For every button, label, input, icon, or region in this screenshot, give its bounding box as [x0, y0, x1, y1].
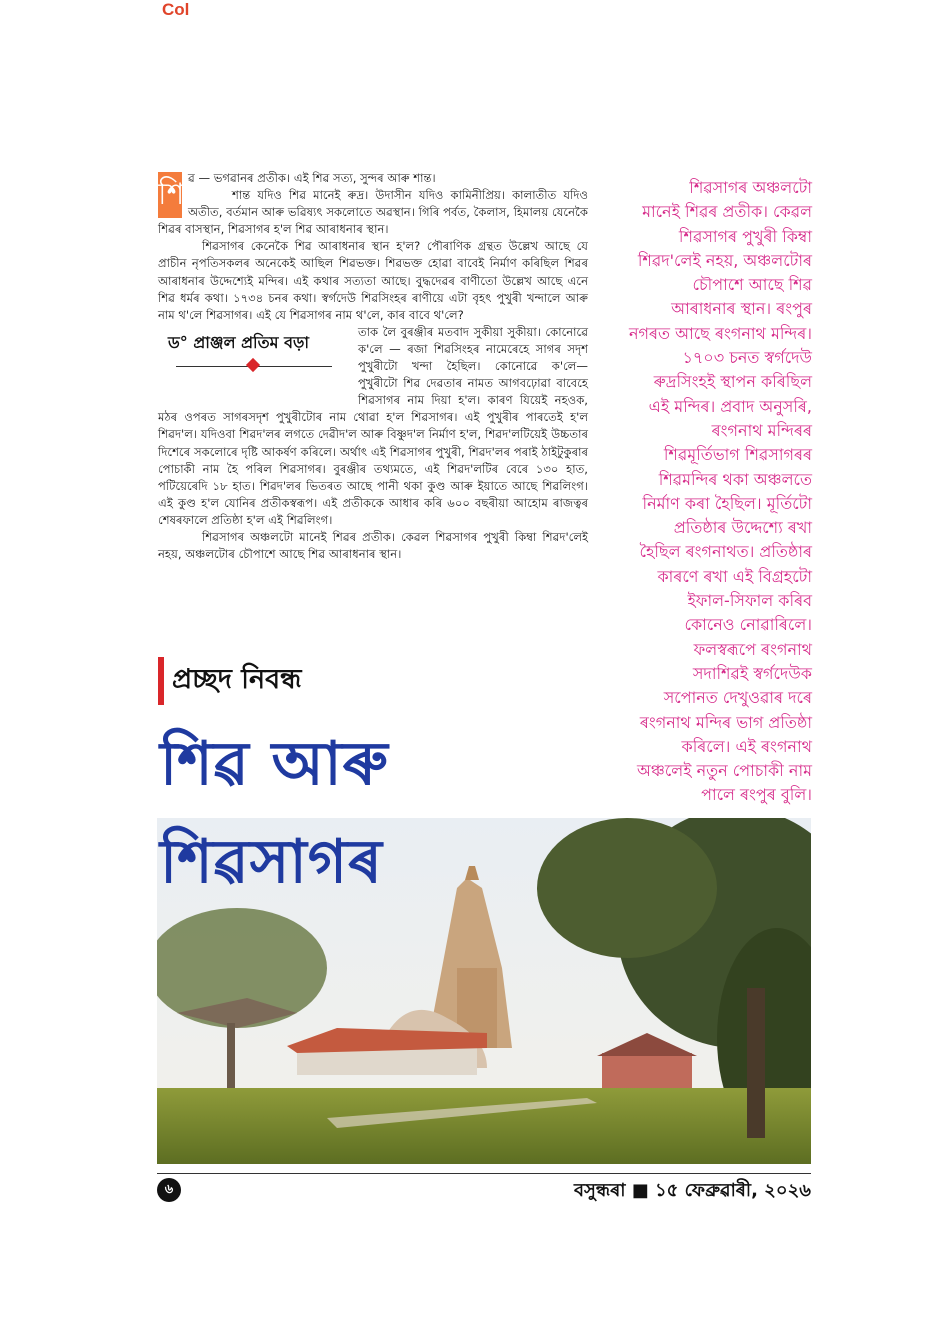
pull-quote-line: ফলস্বৰূপে ৰংগনাথ [693, 639, 812, 659]
pull-quote-line: শিৱমূৰ্তিভাগ শিৱসাগৰৰ [663, 445, 812, 465]
pull-quote-line: সদাশিৱই স্বৰ্গদেউক [692, 663, 812, 683]
pull-quote-line: শিৱসাগৰ পুখুৰী কিম্বা [678, 226, 812, 246]
pull-quote-line: কোনেও নোৱাৰিলে। [684, 615, 812, 635]
paragraph-4: শিৱসাগৰ অঞ্চলটো মানেই শিৱৰ প্ৰতীক। কেৱল শিৱসাগৰ পুখুৰী কিম্বা শিৱদ'লেই নহয়, অঞ্চলটোৰ চৌপাশে আছে শিৱ আৰাধনাৰ স্থান। [158, 529, 588, 562]
pull-quote-line: পালে ৰংপুৰ বুলি। [701, 785, 812, 805]
pull-quote-line: সপোনত দেখুওৱাৰ দৰে [663, 688, 812, 708]
author-byline [158, 328, 346, 402]
section-label: প্ৰচ্ছদ নিবন্ধ [172, 663, 302, 695]
pull-quote-line: নগৰত আছে ৰংগনাথ মন্দিৰ। [628, 323, 812, 343]
paragraph-3b-text: তাক লৈ বুৰঞ্জীৰ মতবাদ সুকীয়া সুকীয়া। কোনোৱে ক'লে — ৰজা শিৱসিংহৰ নামেৰেহে সাগৰ সদৃশ পুখুৰীটো খন্দা হৈছিল। কোনোৱে ক'লে— পুখুৰীটো শিৱ দেৱতাৰ নামত আগবঢ়োৱা বাবেহে শিৱসাগৰ নাম দিয়া হ'ল। কাৰণ যিয়েই নহওক, মঠৰ ওপৰত সাগৰসদৃশ পুখুৰীটোৰ নাম থোৱা হ'ল শিৱসাগৰ। এই পুখুৰীৰ পাৰতেই হ'ল শিৱদ'ল। যদিওবা শিৱদ'লৰ লগতে দেৱীদ'ল আৰু বিষ্ণুদ'ল নিৰ্মাণ হ'ল, শিৱদ'লটিয়েই উচ্চতাৰ দিশেৰে সকলোৰে দৃষ্টি আকৰ্ষণ কৰিলে। অৰ্থাৎ এই শিৱসাগৰ পুখুৰী, শিৱদ'লৰ পৰাই ঠাইটুকুৰাৰ পোচাকী নাম হৈ পৰিল শিৱসাগৰ। বুৰঞ্জীৰ তথ্যমতে, এই শিৱদ'লটিৰ বেৰে ১৩০ হাত, পটিয়েৰেদি ১৮ হাত। শিৱদ'লৰ ভিতৰত আছে পানী থকা কুণ্ড আৰু ইয়াতে আছে শিৱলিংগ। এই কুণ্ড হ'ল যোনিৰ প্ৰতীকস্বৰূপ। এই প্ৰতীককে আধাৰ কৰি ৬০০ বছৰীয়া আহোম ৰাজত্বৰ শেষৰফালে প্ৰতিষ্ঠা হ'ল এই শিৱলিংগ। [158, 324, 588, 527]
pull-quote-line: কাৰণে ৰখা এই বিগ্ৰহটো [657, 566, 812, 586]
pull-quote-line: শিৱমন্দিৰ থকা অঞ্চলতে [658, 469, 812, 489]
paragraph-3: শিৱসাগৰ কেনেকৈ শিৱ আৰাধনাৰ স্থান হ'ল? পৌৰাণিক গ্ৰন্থত উল্লেখ আছে যে প্ৰাচীন নৃপতিসকলৰ অনেকেই আছিল শিৱভক্ত। শিৱভক্ত হোৱা বাবেই নিৰ্মাণ কৰিছিল শিৱৰ আৰাধনাৰ উদ্দেশ্যেই মন্দিৰ। এই কথাৰ সত্যতা আছে। বুদ্ধদেৱৰ বাণীতো উল্লেখ আছে এনে শিৱ ধৰ্মৰ কথা। ১৭৩৪ চনৰ কথা। স্বৰ্গদেউ শিৱসিংহৰ ৰাণীয়ে এটা বৃহৎ পুখুৰী খন্দালে আৰু নাম থ'লে শিৱসাগৰ। এই যে শিৱসাগৰ নাম থ'লে, কাৰ বাবে থ'লে? [158, 239, 588, 322]
paragraph-1 [158, 170, 588, 212]
pull-quote-line: নিৰ্মাণ কৰা হৈছিল। মূৰ্তিটো [642, 493, 812, 513]
section-tag [158, 656, 302, 706]
pull-quote-line: ৰংগনাথ মন্দিৰৰ [711, 420, 812, 440]
footer-text: বসুন্ধৰা ■ ১৫ ফেব্ৰুৱাৰী, ২০২৬ [573, 1180, 811, 1201]
pull-quote-line: এই মন্দিৰ। প্ৰবাদ অনুসৰি, [648, 396, 812, 416]
author-name: ড° প্ৰাঞ্জল প্ৰতিম বড়া [168, 332, 310, 352]
pull-quote-line: হৈছিল ৰংগনাথত। প্ৰতিষ্ঠাৰ [639, 542, 812, 562]
paragraph-3b [158, 324, 588, 529]
pull-quote-line: ১৭০৩ চনত স্বৰ্গদেউ [682, 348, 812, 368]
pull-quote-line: মানেই শিৱৰ প্ৰতীক। কেৱল [642, 202, 812, 222]
pull-quote-line: চৌপাশে আছে শিৱ [692, 275, 812, 295]
diamond-icon [246, 358, 260, 372]
dropcap: শি [158, 172, 182, 218]
pull-quote-line: শিৱসাগৰ অঞ্চলটো [689, 178, 812, 197]
corner-label: Col [162, 0, 190, 19]
headline-line-1: শিৱ আৰু [160, 729, 389, 799]
headline-line-2: শিৱসাগৰ [160, 827, 383, 897]
pull-quote-line: ইফাল-সিফাল কৰিব [687, 591, 812, 611]
pull-quote-line: আৰাধনাৰ স্থান। ৰংপুৰ [671, 299, 812, 319]
footer-rule [157, 1173, 811, 1174]
pull-quote-line: শিৱদ'লেই নহয়, অঞ্চলটোৰ [637, 250, 812, 270]
pull-quote-line: ৰংগনাথ মন্দিৰ ভাগ প্ৰতিষ্ঠা [639, 712, 812, 732]
pull-quote [596, 176, 812, 808]
page-number: ৬ [157, 1178, 181, 1202]
pull-quote-line: কৰিলে। এই ৰংগনাথ [681, 736, 812, 756]
article-body [158, 170, 588, 563]
paragraph-2: শান্ত যদিও শিৱ মানেই ৰুদ্ৰ। উদাসীন যদিও কামিনীপ্ৰিয়। কালাতীত যদিও অতীত, বৰ্তমান আৰু ভৱিষ্যৎ সকলোতে অৱস্থান। গিৰি পৰ্বত, কৈলাস, হিমালয় যেনেকৈ শিৱৰ বাসস্থান, শিৱসাগৰ হ'ল শিৱ আৰাধনাৰ স্থান। [158, 188, 588, 237]
pull-quote-line: প্ৰতিষ্ঠাৰ উদ্দেশ্যে ৰখা [673, 518, 812, 538]
pull-quote-line: ৰুদ্ৰসিংহই স্থাপন কৰিছিল [653, 372, 812, 392]
paragraph-1-text: ৱ — ভগৱানৰ প্ৰতীক। এই শিৱ সত্য, সুন্দৰ আৰু শান্ত। [188, 171, 436, 185]
pull-quote-line: অঞ্চলেই নতুন পোচাকী নাম [637, 761, 812, 781]
section-bar [158, 657, 164, 705]
